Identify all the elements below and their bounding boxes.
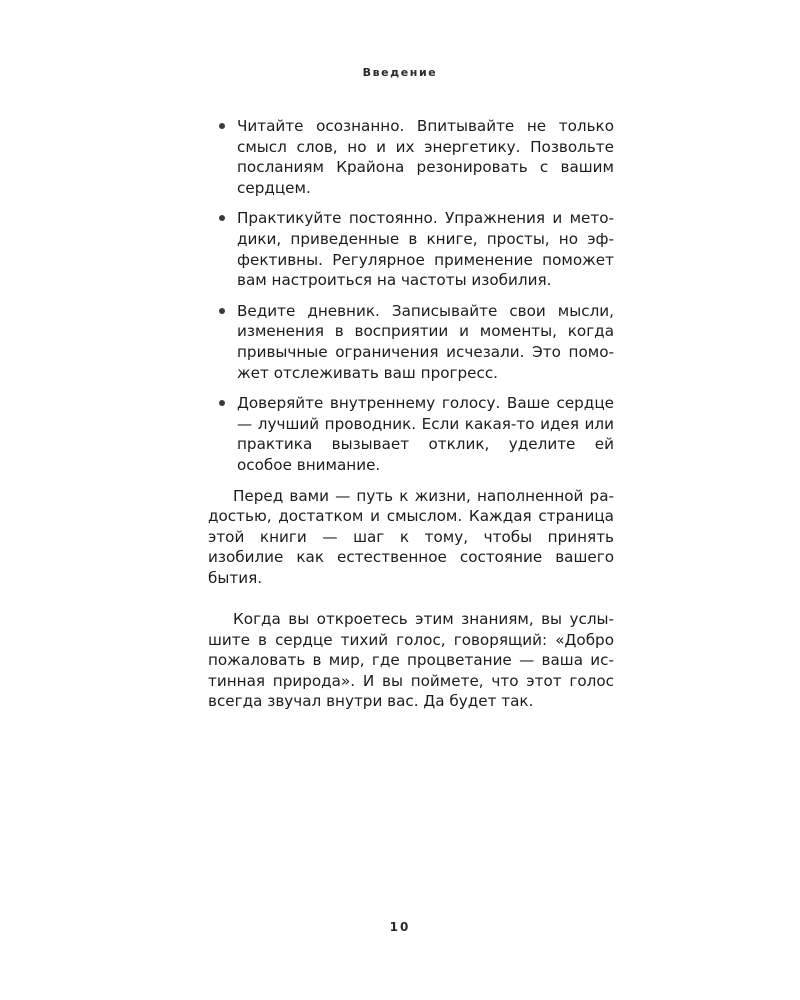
bullet-dot-icon [219,215,225,221]
list-item-text: Ведите дневник. Записывайте свои мысли, изменения в восприятии и моменты, когда привычные ограничения исчезали. Это поможет отслеживать ваш прогресс. [237,301,614,382]
bullet-dot-icon [219,123,225,129]
bullet-dot-icon [219,308,225,314]
bullet-list [208,116,614,476]
bullet-dot-icon [219,400,225,406]
list-item-text: Доверяйте внутреннему голосу. Ваше сердце — лучший проводник. Если какая‑то идея или практика вызывает отклик, уделите ей особое внимание. [237,394,614,474]
running-header: Введение [362,66,438,79]
body-paragraph: Когда вы откроетесь этим знаниям, вы услышите в сердце тихий голос, говорящий: «Добро пожаловать в мир, где процветание — ваша истинная природа». И вы поймете, что этот голос всегда звучал внутри вас. Да будет так. [208,610,614,711]
page-body [208,116,614,712]
list-item [208,301,614,383]
list-item [208,208,614,290]
body-paragraph: Перед вами — путь к жизни, наполненной радостью, достатком и смыслом. Каждая страница этой книги — шаг к тому, чтобы принять изобилие как естественное состояние вашего бытия. [208,486,614,587]
list-item [208,116,614,198]
page-number: 10 [389,920,411,934]
list-item [208,393,614,475]
list-item-text: Читайте осознанно. Впитывайте не только смысл слов, но и их энергетику. Позвольте посланиям Крайона резонировать с вашим сердцем. [237,117,614,197]
list-item-text: Практикуйте постоянно. Упражнения и методики, приведенные в книге, просты, но эффективны. Регулярное применение поможет вам настроиться на частоты изобилия. [237,209,614,290]
